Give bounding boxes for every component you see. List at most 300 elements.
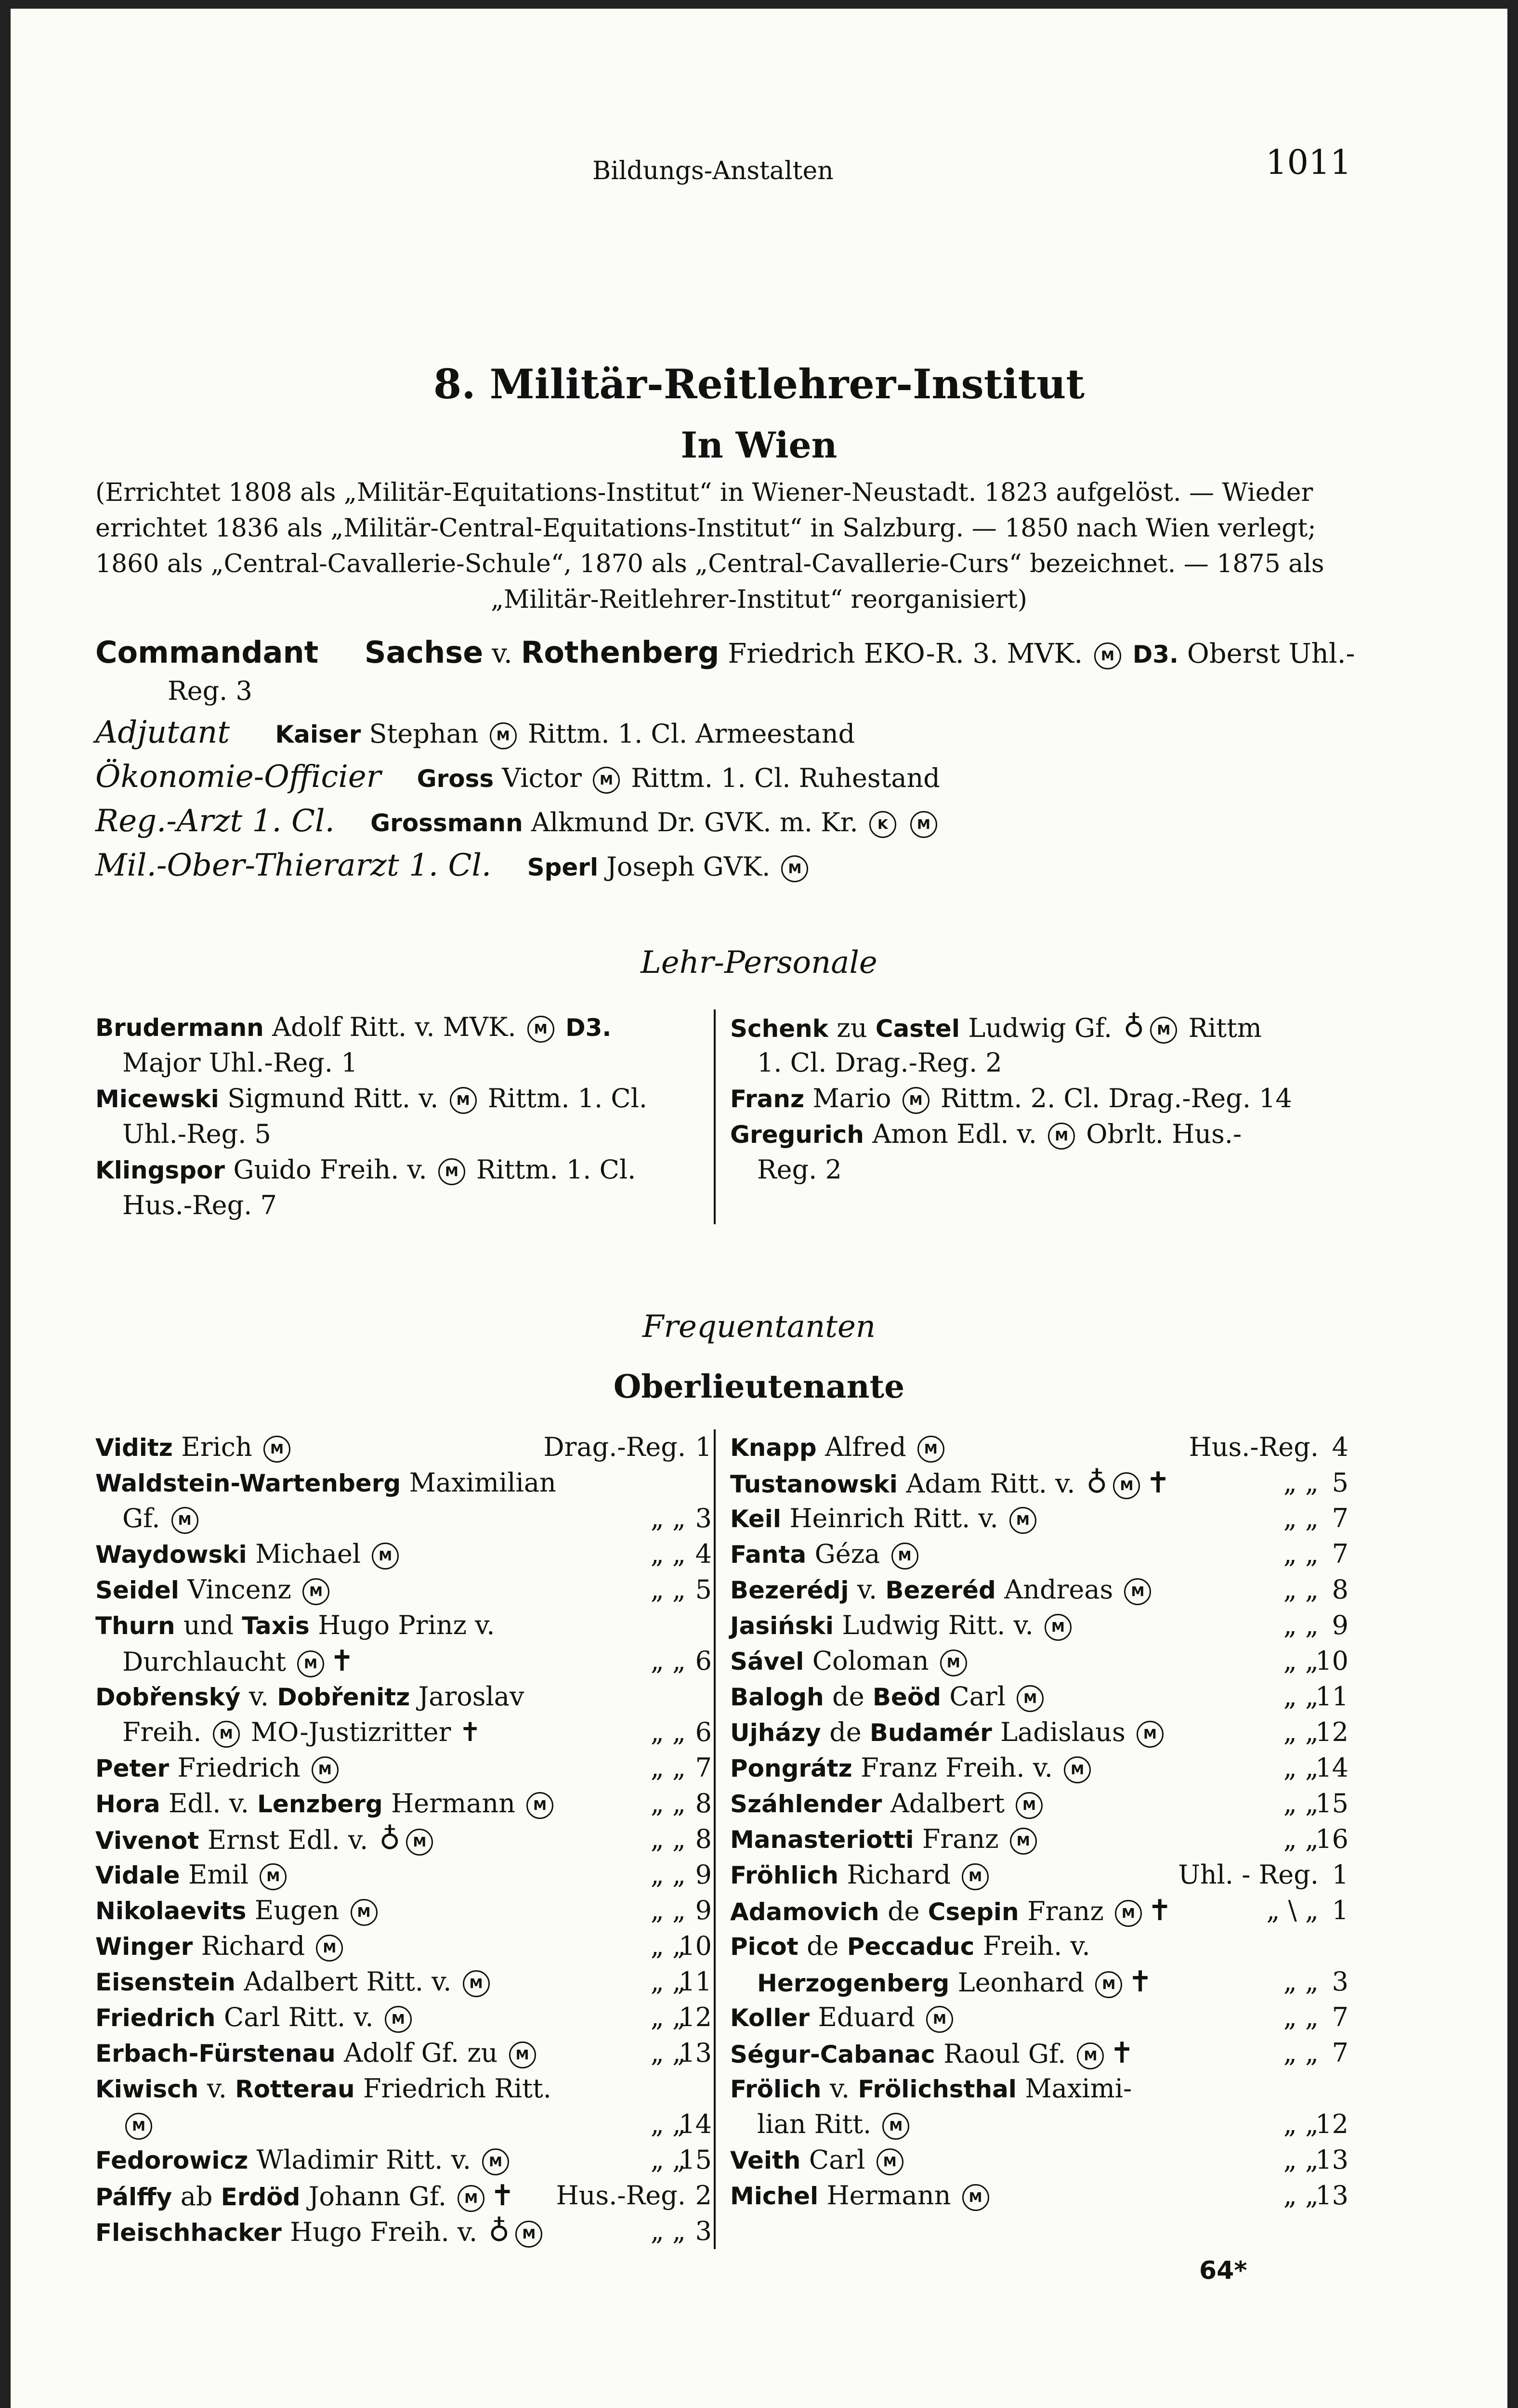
- regiment-label: „ „: [650, 1503, 686, 1533]
- regiment-number: 4: [695, 1539, 712, 1569]
- list-item: [730, 2000, 956, 2035]
- person-detail: Richard: [201, 1931, 314, 1961]
- rank-detail: Obrlt. Hus.-: [1078, 1119, 1242, 1149]
- regiment-number: 3: [695, 2216, 712, 2246]
- person-detail: de: [888, 1896, 928, 1926]
- m-symbol-icon: M: [312, 1756, 339, 1783]
- person-surname: Thurn: [95, 1612, 183, 1640]
- rank-detail: Rittm. 2. Cl. Drag.-Reg. 14: [932, 1083, 1292, 1113]
- list-item: [730, 1857, 992, 1893]
- person-surname: Jasiński: [730, 1612, 842, 1640]
- person-surname: Schenk: [730, 1015, 837, 1043]
- list-item: [730, 1536, 921, 1572]
- regiment-number: 5: [695, 1574, 712, 1605]
- lehr-entry-continuation: Major Uhl.-Reg. 1: [122, 1047, 358, 1078]
- regiment-number: 11: [1315, 1681, 1348, 1712]
- regiment-label: „ „: [650, 2216, 686, 2246]
- list-item: [95, 1536, 402, 1572]
- person-surname: Adamovich: [730, 1898, 888, 1926]
- person-detail: Guido Freih. v.: [233, 1154, 435, 1185]
- person-surname: Nikolaevits: [95, 1897, 255, 1925]
- person-detail: Hermann: [391, 1788, 524, 1819]
- regiment-number: 8: [1332, 1574, 1348, 1605]
- person-surname: Fanta: [730, 1541, 815, 1569]
- person-surname: Lenzberg: [257, 1790, 392, 1818]
- m-symbol-icon: M: [458, 2185, 484, 2212]
- regiment-label: Drag.-Reg.: [543, 1432, 686, 1462]
- person-detail: de: [829, 1717, 870, 1747]
- m-symbol-icon: M: [1150, 1017, 1177, 1044]
- m-symbol-icon: M: [351, 1899, 378, 1926]
- person-detail: Mario: [812, 1083, 900, 1113]
- regiment-label: „ „: [650, 1824, 686, 1854]
- person-detail: Jaroslav: [418, 1681, 524, 1712]
- lehr-entry-continuation: 1. Cl. Drag.-Reg. 2: [757, 1047, 1002, 1078]
- list-item: [95, 1786, 556, 1821]
- m-symbol-icon: M: [1113, 1472, 1140, 1499]
- list-item: [95, 1893, 380, 1928]
- regiment-label: „ „: [650, 1788, 686, 1819]
- list-item: [730, 2035, 1137, 2071]
- regiment-label: „ „: [1283, 2180, 1319, 2211]
- cross-icon: ✝: [1146, 1466, 1170, 1500]
- regiment-number: 1: [695, 1432, 712, 1462]
- history-line-3: 1860 als „Central-Cavallerie-Schule“, 1870 als „Central-Cavallerie-Curs“ bezeichnet. — 1875 als: [95, 550, 1324, 578]
- person-detail: Edl. v.: [169, 1788, 258, 1819]
- person-detail: Andreas: [1004, 1574, 1122, 1605]
- person-detail: Adolf Ritt. v. MVK.: [272, 1012, 524, 1042]
- regiment-label: „ „: [650, 1539, 686, 1569]
- regiment-number: 13: [1315, 2145, 1348, 2175]
- m-symbol-icon: M: [1137, 1721, 1164, 1748]
- commandant-entry: Commandant Sachse v. Rothenberg Friedrich EKO-R. 3. MVK. M D3. Oberst Uhl.-: [95, 635, 1355, 670]
- person-surname: Eisenstein: [95, 1968, 244, 1996]
- printer-signature: 64*: [1199, 2256, 1247, 2285]
- person-detail: Carl Ritt. v.: [223, 2002, 382, 2032]
- m-symbol-icon: M: [1016, 1792, 1043, 1819]
- regiment-number: 16: [1315, 1824, 1348, 1854]
- section-subheading: Oberlieutenante: [613, 1368, 905, 1405]
- person-surname: Koller: [730, 2004, 818, 2032]
- person-detail: Ladislaus: [1000, 1717, 1134, 1747]
- regiment-number: 15: [679, 2145, 712, 2175]
- lehr-entry: [95, 1009, 611, 1045]
- person-surname: Frölich: [730, 2075, 830, 2103]
- regiment-label: „ „: [650, 1753, 686, 1783]
- list-item: [730, 1821, 1040, 1857]
- list-item: [95, 1572, 332, 1608]
- person-detail: Heinrich Ritt. v.: [789, 1503, 1007, 1533]
- regiment-label: „ „: [1283, 1753, 1319, 1783]
- m-symbol-icon: M: [385, 2006, 412, 2033]
- section-heading-lehr: Lehr-Personale: [641, 945, 877, 981]
- regiment-number: 12: [1315, 2109, 1348, 2139]
- list-item: [730, 1501, 1039, 1536]
- list-item: [95, 1679, 524, 1714]
- history-line-1: (Errichtet 1808 als „Militär-Equitations-Institut“ in Wiener-Neustadt. 1823 aufgelöst. — Wieder: [95, 478, 1313, 507]
- person-detail: Ludwig Ritt. v.: [842, 1610, 1042, 1640]
- person-detail: Durchlaucht: [122, 1647, 295, 1677]
- regiment-label: „ „: [650, 1931, 686, 1961]
- m-symbol-icon: M: [171, 1507, 198, 1534]
- m-symbol-icon: M: [891, 1543, 918, 1570]
- lehr-entry: [95, 1081, 647, 1116]
- m-symbol-icon: M: [1045, 1614, 1072, 1641]
- person-surname: Picot: [730, 1933, 807, 1961]
- m-symbol-icon: M: [526, 1792, 553, 1819]
- name-particle: zu: [837, 1013, 876, 1043]
- list-item: [95, 1750, 341, 1786]
- person-surname: Peter: [95, 1754, 178, 1782]
- person-detail: ab: [180, 2181, 221, 2212]
- regiment-label: Uhl. - Reg.: [1178, 1859, 1319, 1890]
- person-detail: Franz: [922, 1824, 1007, 1854]
- person-detail: v.: [249, 1681, 277, 1712]
- m-symbol-icon: M: [962, 2184, 989, 2211]
- person-detail: lian Ritt.: [757, 2109, 880, 2139]
- regiment-number: 14: [679, 2109, 712, 2139]
- person-surname: Waydowski: [95, 1541, 256, 1569]
- list-item: [730, 2178, 992, 2213]
- regiment-number: 7: [1332, 1539, 1348, 1569]
- cross-icon: ✝: [1110, 2036, 1134, 2070]
- list-item: [95, 1608, 495, 1643]
- page-subtitle: In Wien: [680, 425, 838, 466]
- m-symbol-icon: M: [1124, 1578, 1151, 1605]
- list-item: [122, 1501, 201, 1536]
- history-line-4: „Militär-Reitlehrer-Institut“ reorganisiert): [491, 585, 1027, 614]
- person-detail: Carl: [949, 1681, 1014, 1712]
- m-symbol-icon: M: [926, 2006, 953, 2033]
- column-divider: [714, 1429, 716, 2249]
- person-detail: Maximi-: [1025, 2073, 1132, 2104]
- m-symbol-icon: M: [1115, 1900, 1142, 1927]
- list-item: [757, 1964, 1155, 2000]
- person-surname: Erbach-Fürstenau: [95, 2040, 344, 2068]
- document-page: [11, 9, 1507, 2408]
- m-symbol-icon: M: [213, 1721, 240, 1748]
- regiment-label: „ „: [1283, 1788, 1319, 1819]
- person-surname: Balogh: [730, 1683, 833, 1711]
- list-item: [730, 2142, 906, 2178]
- cross-icon: ✝: [1128, 1965, 1152, 1999]
- list-item: [95, 2035, 539, 2071]
- person-detail: Eduard: [818, 2002, 923, 2032]
- person-surname: Knapp: [730, 1434, 825, 1462]
- person-surname: Ségur-Cabanac: [730, 2041, 944, 2068]
- m-symbol-icon: M: [316, 1935, 343, 1962]
- regiment-number: 14: [1315, 1753, 1348, 1783]
- person-surname: Taxis: [242, 1612, 318, 1640]
- person-surname: Michel: [730, 2182, 827, 2210]
- regiment-label: „ „: [650, 2038, 686, 2068]
- list-item: [730, 1643, 970, 1679]
- list-item: [122, 1714, 481, 1750]
- person-detail: Ludwig Gf.: [968, 1013, 1121, 1043]
- thierarzt-entry: Mil.-Ober-Thierarzt 1. Cl. Sperl Joseph GVK. M: [95, 848, 811, 883]
- rank-detail: Rittm: [1180, 1013, 1262, 1043]
- regiment-number: 7: [695, 1753, 712, 1783]
- adjutant-entry: Adjutant Kaiser Stephan M Rittm. 1. Cl. Armeestand: [95, 715, 855, 750]
- regiment-label: „ „: [650, 2145, 686, 2175]
- person-detail: Freih.: [122, 1717, 210, 1747]
- regiment-number: 11: [679, 1966, 712, 1997]
- regiment-number: 8: [695, 1788, 712, 1819]
- person-surname: Erdöd: [221, 2183, 309, 2211]
- m-symbol-icon: M: [372, 1543, 399, 1570]
- regiment-label: Hus.-Reg.: [556, 2180, 686, 2211]
- list-item: [95, 1964, 493, 2000]
- m-symbol-icon: M: [263, 1436, 290, 1463]
- m-symbol-icon: M: [781, 855, 808, 882]
- person-name: Rothenberg: [521, 635, 720, 670]
- role-label: Commandant: [95, 635, 319, 670]
- person-detail: de: [807, 1931, 847, 1961]
- person-surname: Rotterau: [235, 2075, 364, 2103]
- person-detail: Wladimir Ritt. v.: [256, 2145, 480, 2175]
- list-item: [757, 2107, 912, 2142]
- person-surname: Brudermann: [95, 1014, 273, 1042]
- person-surname: Fleischhacker: [95, 2219, 290, 2247]
- regiment-label: „ „: [650, 2002, 686, 2032]
- m-symbol-icon: M: [962, 1863, 989, 1890]
- m-symbol-icon: M: [917, 1436, 944, 1463]
- person-surname: Viditz: [95, 1434, 182, 1462]
- list-item: [730, 1714, 1166, 1750]
- list-item: [95, 1429, 293, 1465]
- person-surname: Vidale: [95, 1861, 188, 1889]
- regiment-number: 13: [679, 2038, 712, 2068]
- regiment-number: 12: [679, 2002, 712, 2032]
- regiment-label: „ „: [1283, 1824, 1319, 1854]
- person-detail: Michael: [255, 1539, 369, 1569]
- person-surname: Száhlender: [730, 1790, 890, 1818]
- person-surname: Pálffy: [95, 2183, 181, 2211]
- list-item: [730, 1786, 1046, 1821]
- regiment-label: „ „: [1283, 1539, 1319, 1569]
- m-symbol-icon: M: [125, 2113, 152, 2140]
- regiment-number: 6: [695, 1646, 712, 1676]
- list-item: [730, 1465, 1173, 1501]
- regiment-number: 4: [1332, 1432, 1348, 1462]
- rank-detail: Rittm. 1. Cl.: [479, 1083, 648, 1113]
- regiment-label: „ „: [1283, 2002, 1319, 2032]
- person-surname: Herzogenberg: [757, 1969, 958, 1997]
- person-surname: Fröhlich: [730, 1861, 847, 1889]
- page-number: 1011: [1266, 143, 1352, 182]
- list-item: [730, 1893, 1175, 1928]
- person-surname: Bezerédj: [730, 1576, 857, 1604]
- regiment-label: „ „: [1283, 2145, 1319, 2175]
- m-symbol-icon: M: [940, 1649, 967, 1676]
- person-detail: Friedrich Ritt.: [363, 2073, 551, 2104]
- list-item: [122, 2107, 155, 2142]
- rank-detail: Rittm. 1. Cl.: [468, 1154, 636, 1185]
- list-item: [95, 1465, 556, 1501]
- person-surname: Peccaduc: [847, 1933, 983, 1961]
- person-surname: Keil: [730, 1505, 790, 1533]
- person-surname: Franz: [730, 1085, 813, 1113]
- person-surname: Winger: [95, 1933, 201, 1961]
- list-item: [95, 2142, 512, 2178]
- cross-icon: ✝: [1147, 1894, 1172, 1927]
- person-surname: Hora: [95, 1790, 169, 1818]
- person-detail: Hugo Freih. v.: [290, 2217, 486, 2247]
- person-detail: Leonhard: [957, 1967, 1093, 1998]
- m-symbol-icon: M: [438, 1158, 465, 1185]
- regiment-number: 1: [1332, 1895, 1348, 1925]
- regiment-number: 13: [1315, 2180, 1348, 2211]
- person-detail: Gf.: [122, 1503, 169, 1533]
- person-detail: Johann Gf.: [308, 2181, 455, 2212]
- person-surname: Fedorowicz: [95, 2146, 257, 2174]
- person-surname: Dobřenský: [95, 1683, 249, 1711]
- person-detail: Adolf Gf. zu: [344, 2038, 506, 2068]
- regiment-number: 3: [695, 1503, 712, 1533]
- person-detail: Raoul Gf.: [943, 2039, 1074, 2069]
- lehr-entry-continuation: Reg. 2: [757, 1154, 842, 1185]
- person-detail: Amon Edl. v.: [872, 1119, 1046, 1149]
- cross-icon: ✝: [330, 1644, 354, 1678]
- list-item: [730, 1572, 1154, 1608]
- cross-icon: ✝: [490, 2179, 515, 2212]
- person-detail: Carl: [809, 2145, 874, 2175]
- list-item: [730, 1928, 1090, 1964]
- list-item: [730, 2071, 1132, 2107]
- person-detail: v.: [829, 2073, 858, 2104]
- m-symbol-icon: M: [1077, 2042, 1104, 2069]
- oekonomie-entry: Ökonomie-Officier Gross Victor M Rittm. 1. Cl. Ruhestand: [95, 759, 940, 795]
- person-surname: Veith: [730, 2146, 809, 2174]
- m-symbol-icon: M: [509, 2042, 536, 2068]
- regiment-label: „ „: [650, 1966, 686, 1997]
- person-surname: Tustanowski: [730, 1470, 906, 1498]
- person-detail: Alfred: [825, 1432, 915, 1462]
- person-surname: Gregurich: [730, 1121, 873, 1149]
- m-symbol-icon: M: [463, 1970, 490, 1997]
- regiment-label: „ „: [1283, 2109, 1319, 2139]
- regiment-label: „ „: [1283, 2038, 1319, 2068]
- person-surname: Kiwisch: [95, 2075, 207, 2103]
- running-header: Bildungs-Anstalten: [592, 157, 834, 185]
- list-item: [95, 1928, 346, 1964]
- regiment-label: „ „: [1283, 1966, 1319, 1997]
- m-symbol-icon: M: [1010, 1828, 1037, 1855]
- list-item: [95, 2000, 415, 2035]
- person-detail: Emil: [188, 1859, 257, 1890]
- person-detail: Adam Ritt. v.: [906, 1468, 1084, 1499]
- m-symbol-icon: M: [882, 2113, 909, 2140]
- decoration-icon: ♁: [488, 2214, 510, 2248]
- m-symbol-icon: M: [1064, 1756, 1091, 1783]
- person-detail: Coloman: [812, 1646, 937, 1676]
- person-detail: Freih. v.: [982, 1931, 1090, 1961]
- m-symbol-icon: M: [910, 811, 937, 838]
- regiment-label: „ „: [650, 1574, 686, 1605]
- person-name: Sachse: [364, 635, 484, 670]
- person-detail: v.: [857, 1574, 886, 1605]
- person-detail: Géza: [814, 1539, 889, 1569]
- regiment-label: „ „: [1283, 1503, 1319, 1533]
- person-detail: Franz: [1027, 1896, 1112, 1926]
- decoration-icon: ♁: [1123, 1010, 1145, 1044]
- m-symbol-icon: M: [260, 1863, 287, 1890]
- regiment-label: „ „: [650, 1646, 686, 1676]
- m-symbol-icon: M: [1017, 1685, 1044, 1712]
- person-surname: Csepin: [928, 1898, 1028, 1926]
- m-symbol-icon: M: [903, 1087, 929, 1114]
- decoration-code: D3.: [557, 1014, 612, 1042]
- lehr-entry: [730, 1009, 1262, 1045]
- lehr-entry-continuation: Uhl.-Reg. 5: [122, 1119, 271, 1149]
- regiment-number: 3: [1332, 1966, 1348, 1997]
- regiment-number: 9: [1332, 1610, 1348, 1640]
- m-symbol-icon: M: [1009, 1507, 1036, 1534]
- history-line-2: errichtet 1836 als „Militär-Central-Equitations-Institut“ in Salzburg. — 1850 nach Wien verlegt;: [95, 514, 1316, 543]
- m-symbol-icon: M: [877, 2148, 903, 2175]
- person-detail: MO-Justizritter ✝: [242, 1717, 481, 1747]
- person-surname: Waldstein-Wartenberg: [95, 1469, 409, 1497]
- person-detail: de: [832, 1681, 873, 1712]
- m-symbol-icon: M: [515, 2221, 542, 2248]
- regiment-number: 8: [695, 1824, 712, 1854]
- regiment-number: 10: [1315, 1646, 1348, 1676]
- list-item: [95, 1821, 436, 1857]
- person-detail: Sigmund Ritt. v.: [227, 1083, 447, 1113]
- person-detail: Franz Freih. v.: [861, 1753, 1061, 1783]
- decoration-icon: ♁: [379, 1822, 401, 1856]
- person-surname: Manasteriotti: [730, 1826, 922, 1854]
- lehr-entry: [95, 1152, 636, 1188]
- person-detail: Friedrich: [177, 1753, 309, 1783]
- m-symbol-icon: M: [1048, 1123, 1075, 1150]
- m-symbol-icon: M: [593, 767, 620, 794]
- list-item: [730, 1608, 1074, 1643]
- person-detail: Maximilian: [409, 1467, 556, 1498]
- person-surname: Dobřenitz: [277, 1683, 419, 1711]
- person-surname: Bezeréd: [885, 1576, 1005, 1604]
- list-item: [95, 1857, 289, 1893]
- list-item: [730, 1429, 947, 1465]
- person-surname: Klingspor: [95, 1156, 234, 1184]
- person-detail: Hugo Prinz v.: [318, 1610, 495, 1640]
- regiment-label: „ „: [1283, 1574, 1319, 1605]
- regiment-number: 15: [1315, 1788, 1348, 1819]
- person-detail: Eugen: [254, 1895, 348, 1925]
- person-surname: Beöd: [872, 1683, 950, 1711]
- regiment-number: 5: [1332, 1467, 1348, 1498]
- m-symbol-icon: M: [450, 1087, 477, 1114]
- m-symbol-icon: M: [490, 722, 517, 749]
- person-detail: Erich: [181, 1432, 261, 1462]
- regiment-number: 7: [1332, 1503, 1348, 1533]
- m-symbol-icon: M: [1094, 642, 1121, 669]
- regiment-number: 2: [695, 2180, 712, 2211]
- person-detail: Adalbert Ritt. v.: [244, 1966, 460, 1997]
- regiment-number: 6: [695, 1717, 712, 1747]
- regiment-label: „ „: [1283, 1681, 1319, 1712]
- regiment-number: 9: [695, 1859, 712, 1890]
- regiment-number: 1: [1332, 1859, 1348, 1890]
- regiment-label: Hus.-Reg.: [1189, 1432, 1319, 1462]
- list-item: [122, 1643, 357, 1679]
- list-item: [730, 1750, 1094, 1786]
- lehr-entry: [730, 1081, 1292, 1116]
- regiment-number: 12: [1315, 1717, 1348, 1747]
- regiment-number: 7: [1332, 2002, 1348, 2032]
- person-detail: und: [183, 1610, 242, 1640]
- m-symbol-icon: M: [527, 1016, 554, 1043]
